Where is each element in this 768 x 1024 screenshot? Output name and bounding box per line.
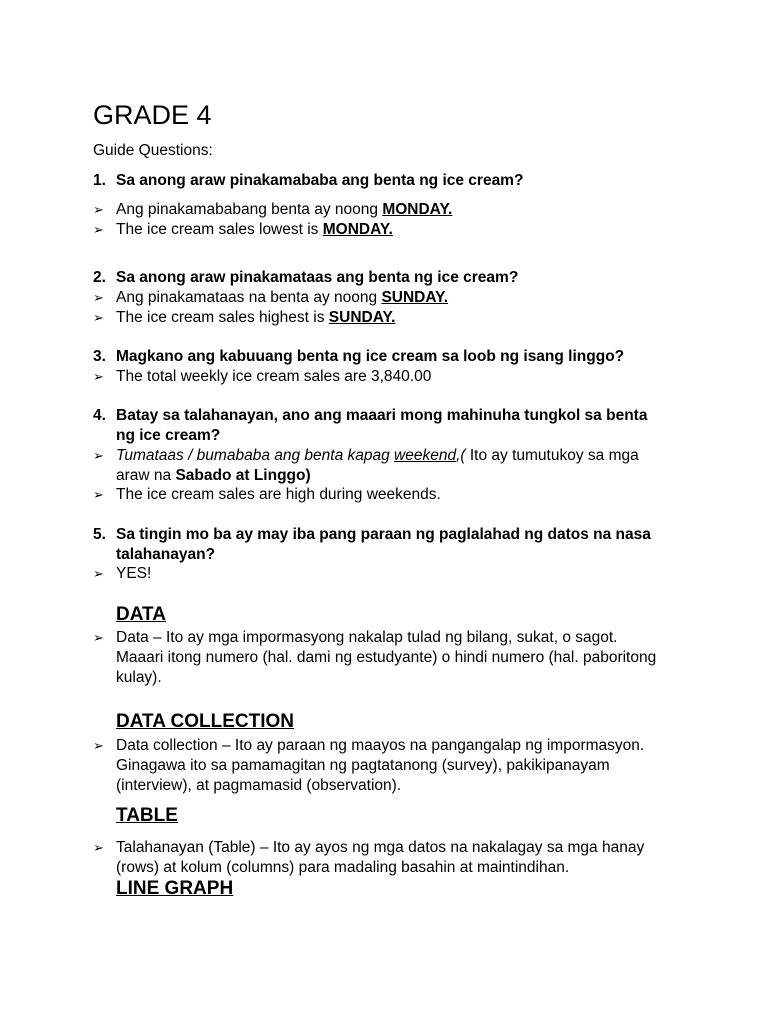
definition-bullet — [93, 838, 668, 878]
definition-text: Data – Ito ay mga impormasyong nakalap tulad ng bilang, sukat, o sagot. Maaari itong numero (hal. dami ng estudyante) o hindi numero (hal. paboritong kulay). — [116, 629, 657, 686]
question-text: Sa anong araw pinakamababa ang benta ng ice cream? — [116, 172, 524, 189]
answer-text: The ice cream sales are high during weekends. — [116, 486, 441, 503]
answer-emphasis: MONDAY. — [382, 201, 453, 218]
arrow-bullet-icon: ➢ — [93, 487, 104, 502]
answer-bullet — [93, 446, 663, 486]
question-number: 2. — [93, 269, 106, 286]
question-text: Magkano ang kabuuang benta ng ice cream sa loob ng isang linggo? — [116, 348, 625, 365]
arrow-bullet-icon: ➢ — [93, 566, 104, 581]
answer-underlined-word: weekend — [394, 447, 457, 464]
arrow-bullet-icon: ➢ — [93, 222, 104, 237]
answer-emphasis: SUNDAY. — [328, 309, 396, 326]
definition-bullet — [93, 628, 668, 688]
arrow-bullet-icon: ➢ — [93, 840, 104, 855]
answer-bullet — [93, 564, 683, 584]
arrow-bullet-icon: ➢ — [93, 369, 104, 384]
answer-emphasis: SUNDAY. — [381, 289, 449, 306]
answer-text: The ice cream sales lowest is — [116, 221, 323, 238]
definition-bullet — [93, 736, 653, 796]
answer-bullet — [93, 367, 683, 387]
question-4 — [93, 406, 653, 446]
definition-text: Talahanayan (Table) – Ito ay ayos ng mga datos na nakalagay sa mga hanay (rows) at kolum (columns) para madaling basahin at maintindihan. — [116, 839, 645, 876]
question-number: 1. — [93, 172, 106, 189]
arrow-bullet-icon: ➢ — [93, 738, 104, 753]
answer-bullet — [93, 288, 683, 308]
arrow-bullet-icon: ➢ — [93, 630, 104, 645]
question-text: Sa tingin mo ba ay may iba pang paraan ng paglalahad ng datos na nasa talahanayan? — [116, 526, 651, 563]
question-5 — [93, 525, 668, 565]
answer-emphasis: MONDAY. — [322, 221, 393, 238]
guide-questions-label: Guide Questions: — [93, 142, 213, 159]
answer-text: YES! — [116, 565, 152, 582]
section-heading-line-graph: LINE GRAPH — [116, 878, 234, 899]
answer-italic-punct: ,( — [456, 447, 470, 464]
section-heading-data: DATA — [116, 604, 166, 625]
definition-text: Data collection – Ito ay paraan ng maayos na pangangalap ng impormasyon. Ginagawa ito sa pamamagitan ng pagtatanong (survey), pakikipanayam (interview), at pagmamasid (observation). — [116, 737, 645, 794]
answer-text: Ang pinakamataas na benta ay noong — [116, 289, 382, 306]
answer-text: Ito ay tumutukoy sa mga araw na — [116, 447, 639, 484]
answer-text: The total weekly ice cream sales are 3,840.00 — [116, 368, 432, 385]
question-2 — [93, 268, 683, 288]
question-text: Batay sa talahanayan, ano ang maaari mong mahinuha tungkol sa benta ng ice cream? — [116, 407, 648, 444]
answer-text: The ice cream sales highest is — [116, 309, 329, 326]
question-number: 5. — [93, 526, 106, 543]
answer-bullet — [93, 308, 683, 328]
answer-emphasis: Sabado at Linggo) — [175, 467, 311, 484]
section-heading-table: TABLE — [116, 805, 178, 826]
question-number: 3. — [93, 348, 106, 365]
arrow-bullet-icon: ➢ — [93, 310, 104, 325]
answer-italic-text: Tumataas / bumababa ang benta kapag — [116, 447, 395, 464]
answer-text: Ang pinakamababang benta ay noong — [116, 201, 383, 218]
question-3 — [93, 347, 683, 367]
arrow-bullet-icon: ➢ — [93, 202, 104, 217]
page-title: GRADE 4 — [93, 100, 212, 130]
arrow-bullet-icon: ➢ — [93, 448, 104, 463]
question-text: Sa anong araw pinakamataas ang benta ng ice cream? — [116, 269, 519, 286]
question-1 — [93, 171, 683, 191]
section-heading-data-collection: DATA COLLECTION — [116, 711, 295, 732]
answer-bullet — [93, 485, 683, 505]
answer-bullet — [93, 220, 683, 240]
arrow-bullet-icon: ➢ — [93, 290, 104, 305]
question-number: 4. — [93, 407, 106, 424]
answer-bullet — [93, 200, 683, 220]
